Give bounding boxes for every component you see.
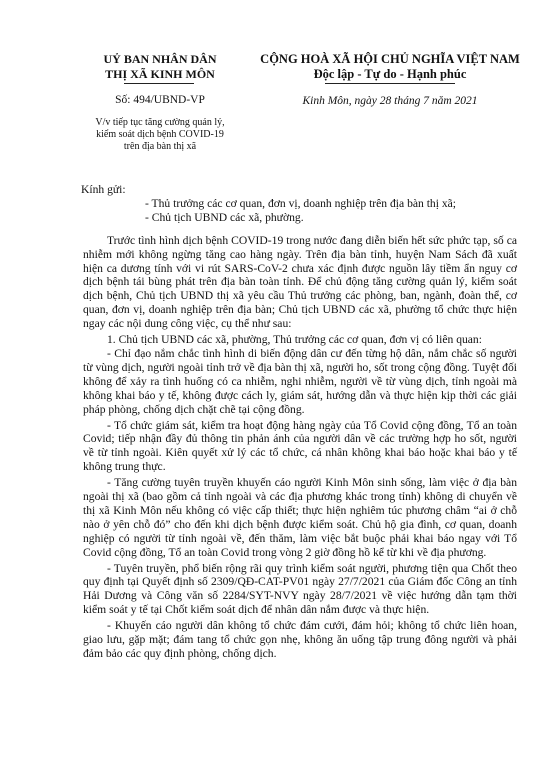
agency-line-2: THỊ XÃ KINH MÔN xyxy=(105,67,215,81)
bullet-paragraph: - Chỉ đạo nắm chắc tình hình di biến động dân cư đến từng hộ dân, nắm chắc số người từ vùng dịch, người ngoài tỉnh trở về địa bàn thị xã, người ho, sốt trong cộng đồng. Tuyệt đối không để xảy ra tình huống có ca nhiễm, nghi nhiễm, người về từ vùng dịch, tỉnh ngoài mà không khai báo y tế, không được cách ly, giám sát, hướng dẫn và thực hiện kịp thời các giải pháp phòng, chống dịch chặt chẽ tại cộng đồng. xyxy=(83,346,517,416)
place-date: Kinh Môn, ngày 28 tháng 7 năm 2021 xyxy=(302,95,478,107)
national-title: CỘNG HOÀ XÃ HỘI CHỦ NGHĨA VIỆT NAM xyxy=(260,52,520,66)
bullet-paragraph: - Tổ chức giám sát, kiểm tra hoạt động hàng ngày của Tổ Covid cộng đồng, Tổ an toàn Covid; tiếp nhận đầy đủ thông tin phản ánh của người dân về các trường hợp ho sốt, người về từ tỉnh ngoài. Kiên quyết xử lý các tổ chức, cá nhân không khai báo hoặc khai báo y tế không trung thực. xyxy=(83,418,517,474)
subject-line-2: kiểm soát dịch bệnh COVID-19 xyxy=(96,129,224,140)
national-heading xyxy=(255,52,525,82)
item-1-heading: 1. Chủ tịch UBND các xã, phường, Thủ trưởng các cơ quan, đơn vị có liên quan: xyxy=(107,333,482,347)
subject-line-1: V/v tiếp tục tăng cường quản lý, xyxy=(95,117,225,128)
salutation: Kính gửi: xyxy=(81,183,126,196)
national-motto: Độc lập - Tự do - Hạnh phúc xyxy=(313,67,467,81)
document-subject xyxy=(60,117,260,153)
agency-line-1: UỶ BAN NHÂN DÂN xyxy=(103,52,217,66)
document-body xyxy=(83,183,517,661)
document-number: Số: 494/UBND-VP xyxy=(115,94,205,106)
bullet-paragraph: - Khuyến cáo người dân không tổ chức đám cưới, đám hỏi; không tổ chức liên hoan, giao lưu, gặp mặt; đám tang tổ chức gọn nhẹ, không ăn uống tập trung đông người và phải đảm bảo các quy định phòng, chống dịch. xyxy=(83,619,517,660)
bullet-paragraph: - Tăng cường tuyên truyền khuyến cáo người Kinh Môn sinh sống, làm việc ở địa bàn ngoài thị xã (bao gồm cả tỉnh ngoài và các địa phương khác trong tỉnh) không di chuyển về thị xã Kinh Môn nếu không có việc cấp thiết; thực hiện nghiêm túc phương châm “ai ở chỗ nào ở yên chỗ đó” cho đến khi dịch bệnh được kiểm soát. Chủ hộ gia đình, cơ quan, doanh nghiệp có người từ tỉnh ngoài về, đến thăm, làm việc bắt buộc phải khai báo ngay với Tổ Covid cộng đồng, Tổ an toàn Covid trong vòng 2 giờ đồng hồ kể từ khi về địa phương. xyxy=(83,476,517,559)
motto-underline xyxy=(325,83,455,84)
agency-underline xyxy=(124,83,194,84)
subject-line-3: trên địa bàn thị xã xyxy=(123,141,197,152)
issuing-agency xyxy=(60,52,260,82)
recipient-line: - Chủ tịch UBND các xã, phường. xyxy=(145,210,304,224)
recipient-line: - Thủ trưởng các cơ quan, đơn vị, doanh nghiệp trên địa bàn thị xã; xyxy=(145,196,457,210)
bullet-paragraph: - Tuyên truyền, phổ biến rộng rãi quy trình kiểm soát người, phương tiện qua Chốt theo quy định tại Quyết định số 2309/QĐ-CAT-PV01 ngày 27/7/2021 của Giám đốc Công an tỉnh Hải Dương và Công văn số 2284/SYT-NVY ngày 28/7/2021 về việc hướng dẫn tạm thời kiểm soát y tế tại Chốt kiểm soát dịch để nhân dân nắm được và thực hiện. xyxy=(83,561,517,617)
intro-paragraph: Trước tình hình dịch bệnh COVID-19 trong nước đang diễn biến hết sức phức tạp, số ca nhiễm mới không ngừng tăng cao hàng ngày. Trên địa bàn tỉnh, huyện Nam Sách đã xuất hiện ca dương tính với vi rút SARS-CoV-2 chưa xác định được nguồn lây tiềm ẩn nguy cơ dịch bệnh tái bùng phát trên địa bàn toàn tỉnh. Để chủ động tăng cường quản lý, kiểm soát dịch bệnh, Chủ tịch UBND thị xã yêu cầu Thủ trưởng các phòng, ban, ngành, đoàn thể, cơ quan, đơn vị, doanh nghiệp trên địa bàn; Chủ tịch UBND các xã, phường tổ chức thực hiện ngay các nội dung công việc, cụ thể như sau: xyxy=(83,233,517,331)
